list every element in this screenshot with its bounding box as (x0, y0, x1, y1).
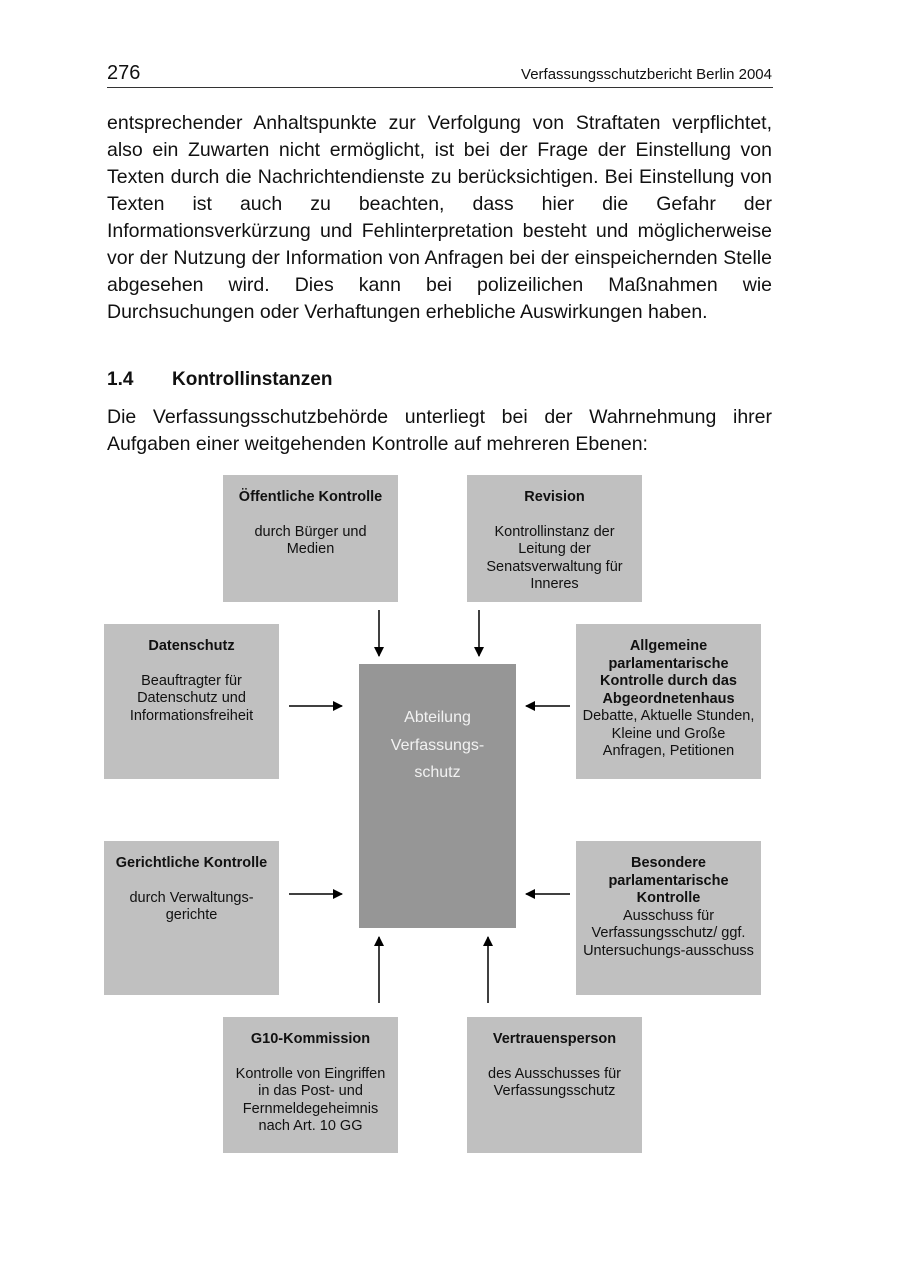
box-title: Datenschutz (148, 638, 235, 654)
section-number: 1.4 (107, 369, 134, 390)
box-title: Allgemeine parlamentarische Kontrolle durch das Abgeordnetenhaus (600, 638, 737, 707)
box-title: Gerichtliche Kontrolle (115, 855, 268, 871)
box-title: Revision (524, 489, 585, 505)
box-description: des Ausschusses für Verfassungsschutz (488, 1065, 621, 1099)
box-description: Kontrollinstanz der Leitung der Senatsverwaltung für Inneres (486, 523, 623, 592)
box-description: Ausschuss für Verfassungsschutz/ ggf. Untersuchungs-ausschuss (583, 907, 754, 959)
box-title: Öffentliche Kontrolle (238, 489, 383, 505)
page-number: 276 (107, 62, 141, 84)
center-line: Abteilung (404, 709, 471, 726)
box-title: Besondere parlamentarische Kontrolle (608, 855, 729, 906)
center-line: schutz (414, 764, 461, 781)
running-header: Verfassungsschutzbericht Berlin 2004 (521, 66, 772, 83)
box-title: Vertrauensperson (492, 1031, 617, 1047)
intro-paragraph: entsprechender Anhaltspunkte zur Verfolgung von Straftaten verpflichtet, also ein Zuwarten nicht ermöglicht, ist bei der Frage der Einstellung von Texten durch die Nachrichtendienste zu berücksichtigen. Bei Einstellung von Texten ist auch zu beachten, dass hier die Gefahr der Informationsverkürzung und Fehlinterpretation besteht und möglicherweise vor der Nutzung der Information von Anfragen bei der einspeichernden Stelle abgesehen wird. Dies kann bei polizeilichen Maßnahmen wie Durchsuchungen oder Verhaftungen erhebliche Auswirkungen haben. (107, 112, 772, 323)
box-description: Debatte, Aktuelle Stunden, Kleine und Große Anfragen, Petitionen (582, 708, 755, 759)
section-paragraph: Die Verfassungsschutzbehörde unterliegt bei der Wahrnehmung ihrer Aufgaben einer weitgehenden Kontrolle auf mehreren Ebenen: (107, 406, 772, 455)
box-description: Kontrolle von Eingriffen in das Post- und Fernmeldegeheimnis nach Art. 10 GG (235, 1065, 386, 1134)
section-title: Kontrollinstanzen (172, 369, 333, 390)
box-title: G10-Kommission (250, 1031, 371, 1047)
box-description: durch Bürger und Medien (254, 523, 367, 557)
box-description: Beauftragter für Datenschutz und Informationsfreiheit (129, 672, 254, 724)
center-line: Verfassungs- (390, 736, 485, 754)
box-description: durch Verwaltungs-gerichte (129, 889, 254, 923)
